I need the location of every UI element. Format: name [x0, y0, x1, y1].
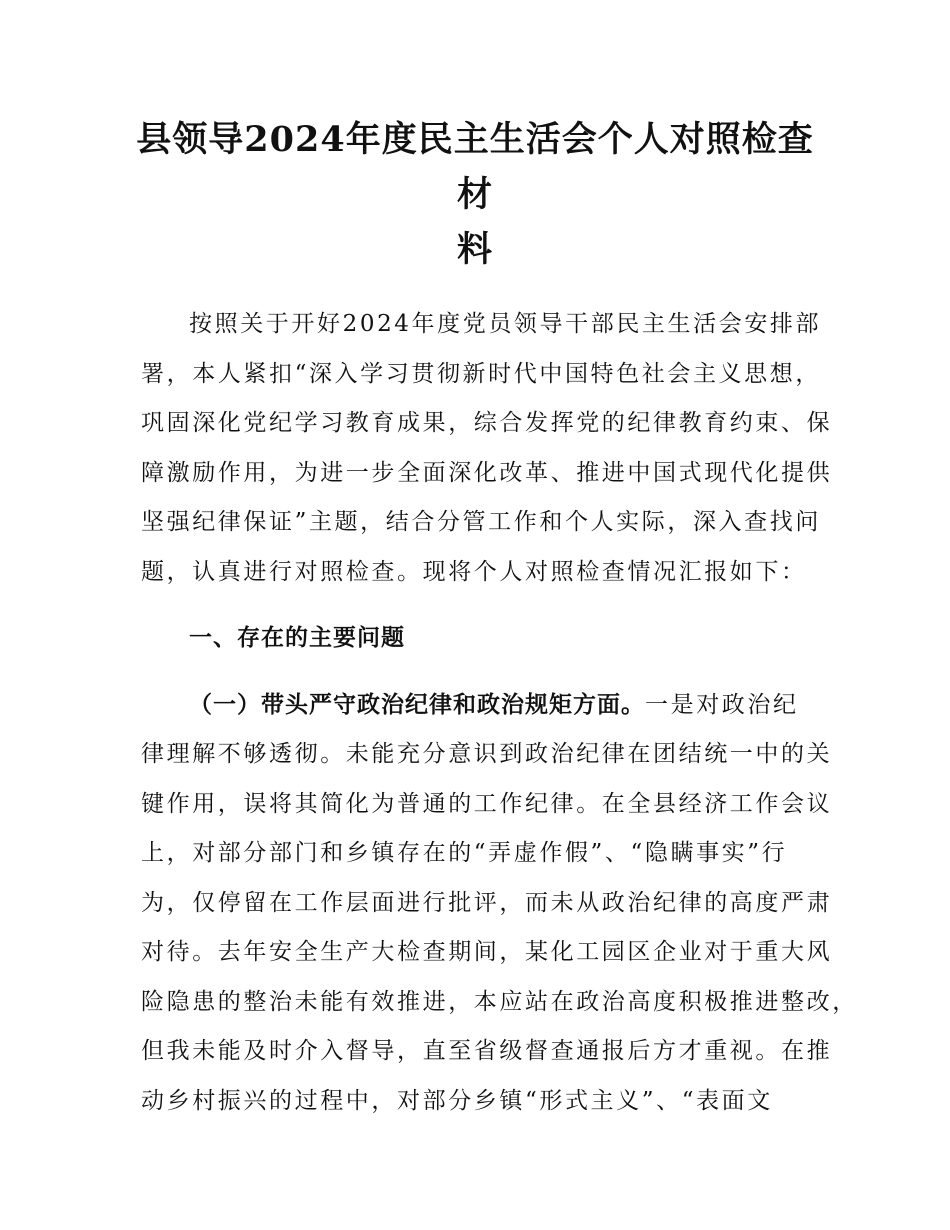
spacer	[141, 597, 811, 614]
document-body	[141, 300, 858, 1126]
spacer	[141, 664, 811, 681]
subsection-line: 上，对部分部门和乡镇存在的“弄虚作假”、“隐瞒事实”行	[141, 840, 788, 866]
subsection-line: 动乡村振兴的过程中，对部分乡镇“形式主义”、“表面文	[141, 1087, 773, 1114]
intro-line: 按照关于开好2024年度党员领导干部民主生活会安排部	[189, 311, 822, 337]
intro-line: 题，认真进行对照检查。现将个人对照检查情况汇报如下：	[141, 558, 807, 585]
intro-line: 署，本人紧扣“深入学习贯彻新时代中国特色社会主义思想，	[141, 360, 821, 387]
subsection-first-line	[141, 681, 811, 731]
subsection-heading: （一）带头严守政治纪律和政治规矩方面。	[189, 691, 645, 718]
subsection-line: 但我未能及时介入督导，直至省级督查通报后方才重视。在推	[141, 1038, 833, 1064]
subsection-first-line-text: 一是对政治纪	[645, 691, 799, 718]
title-line-2: 料	[456, 229, 493, 270]
document-title	[120, 112, 830, 277]
intro-line: 坚强纪律保证”主题，结合分管工作和个人实际，深入查找问	[141, 509, 821, 535]
title-line-1: 县领导2024年度民主生活会个人对照检查材	[136, 119, 814, 215]
subsection-line: 为，仅停留在工作层面进行批评，而未从政治纪律的高度严肃	[141, 889, 833, 916]
intro-line: 障激励作用，为进一步全面深化改革、推进中国式现代化提供	[141, 459, 833, 486]
subsection-line: 对待。去年安全生产大检查期间，某化工园区企业对于重大风	[141, 939, 833, 965]
subsection-line: 律理解不够透彻。未能充分意识到政治纪律在团结统一中的关	[141, 741, 833, 767]
subsection-line: 险隐患的整治未能有效推进，本应站在政治高度积极推进整改，	[141, 988, 858, 1015]
section-heading: 一、存在的主要问题	[189, 625, 405, 651]
subsection-line: 键作用，误将其简化为普通的工作纪律。在全县经济工作会议	[141, 790, 833, 817]
intro-line: 巩固深化党纪学习教育成果，综合发挥党的纪律教育约束、保	[141, 410, 833, 436]
